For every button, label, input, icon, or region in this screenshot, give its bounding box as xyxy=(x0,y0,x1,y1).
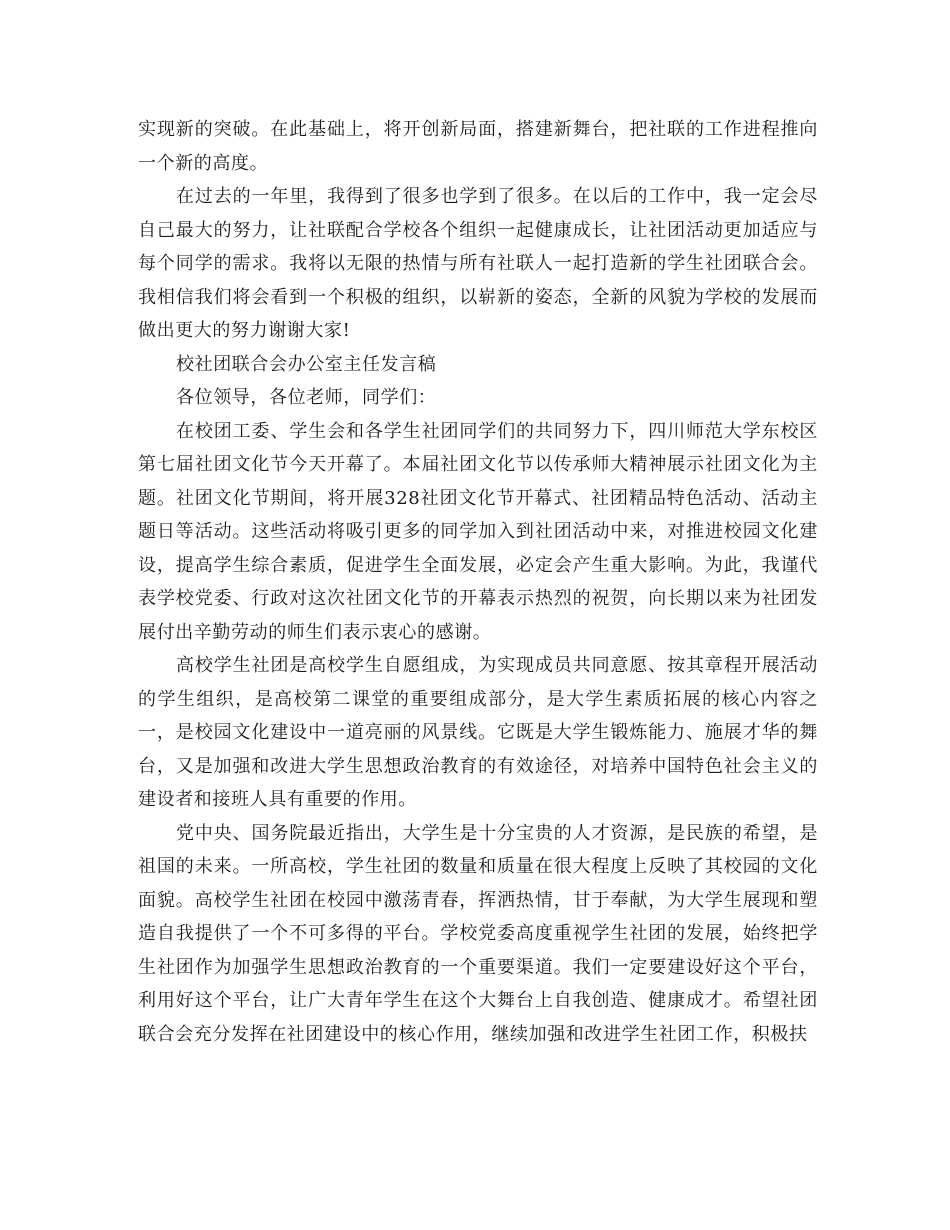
paragraph-3: 在校团工委、学生会和各学生社团同学们的共同努力下，四川师范大学东校区第七届社团文化节今天开幕了。本届社团文化节以传承师大精神展示社团文化为主题。社团文化节期间，将开展328社团文化节开幕式、社团精品特色活动、活动主题日等活动。这些活动将吸引更多的同学加入到社团活动中来，对推进校园文化建设，提高学生综合素质，促进学生全面发展，必定会产生重大影响。为此，我谨代表学校党委、行政对这次社团文化节的开幕表示热烈的祝贺，向长期以来为社团发展付出辛勤劳动的师生们表示衷心的感谢。 xyxy=(138,420,818,643)
section-title: 校社团联合会办公室主任发言稿 xyxy=(176,353,437,375)
document-body xyxy=(138,113,818,1051)
salutation: 各位领导，各位老师，同学们： xyxy=(176,387,437,408)
paragraph-4: 高校学生社团是高校学生自愿组成，为实现成员共同意愿、按其章程开展活动的学生组织，是高校第二课堂的重要组成部分，是大学生素质拓展的核心内容之一，是校园文化建设中一道亮丽的风景线。它既是大学生锻炼能力、施展才华的舞台，又是加强和改进大学生思想政治教育的有效途径，对培养中国特色社会主义的建设者和接班人具有重要的作用。 xyxy=(138,655,818,810)
paragraph-5: 党中央、国务院最近指出，大学生是十分宝贵的人才资源，是民族的希望，是祖国的未来。一所高校，学生社团的数量和质量在很大程度上反映了其校园的文化面貌。高校学生社团在校园中激荡青春，挥洒热情，甘于奉献，为大学生展现和塑造自我提供了一个不可多得的平台。学校党委高度重视学生社团的发展，始终把学生社团作为加强学生思想政治教育的一个重要渠道。我们一定要建设好这个平台，利用好这个平台，让广大青年学生在这个大舞台上自我创造、健康成才。希望社团联合会充分发挥在社团建设中的核心作用，继续加强和改进学生社团工作，积极扶 xyxy=(138,822,818,1045)
paragraph-2: 在过去的一年里，我得到了很多也学到了很多。在以后的工作中，我一定会尽自己最大的努力，让社联配合学校各个组织一起健康成长，让社团活动更加适应与每个同学的需求。我将以无限的热情与所有社联人一起打造新的学生社团联合会。我相信我们将会看到一个积极的组织，以崭新的姿态，全新的风貌为学校的发展而做出更大的努力谢谢大家! xyxy=(138,186,818,341)
paragraph-1: 实现新的突破。在此基础上，将开创新局面，搭建新舞台，把社联的工作进程推向一个新的高度。 xyxy=(138,119,818,174)
